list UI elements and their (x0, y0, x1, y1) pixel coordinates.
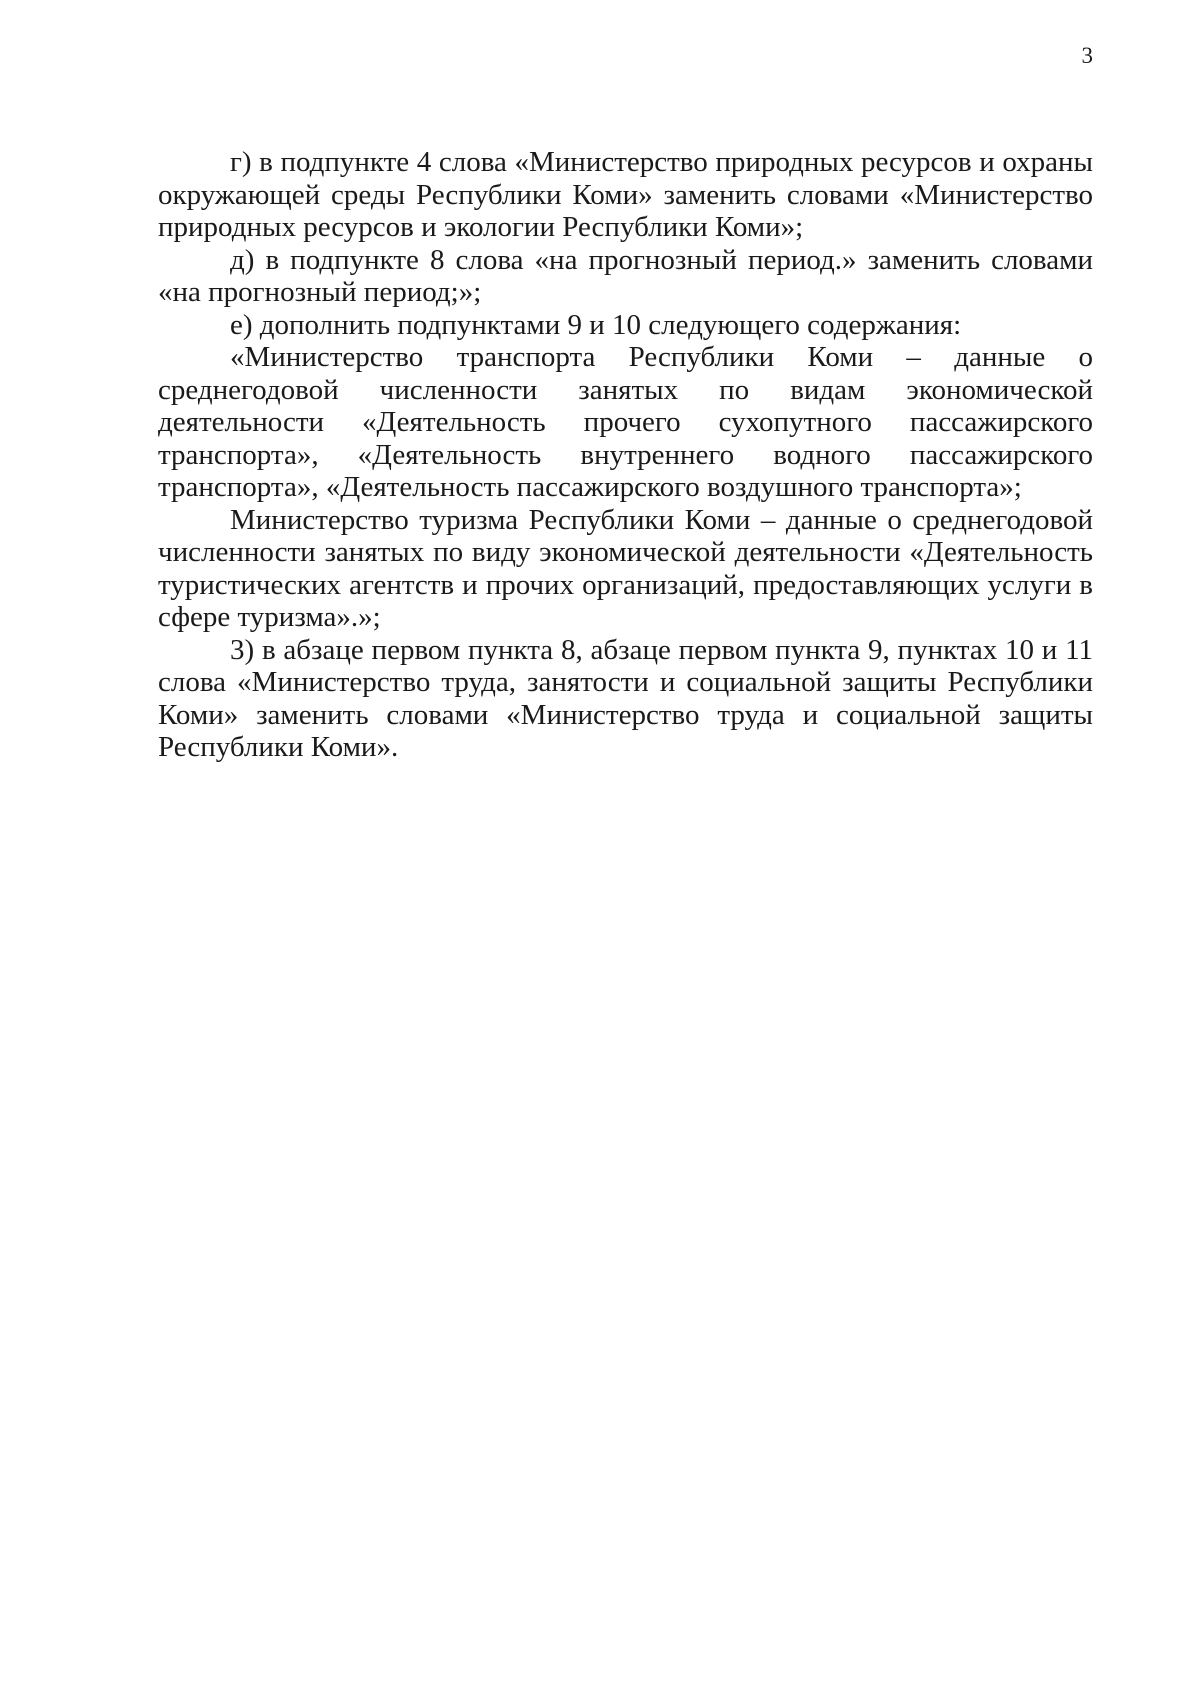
paragraph-item-3: 3) в абзаце первом пункта 8, абзаце первом пункта 9, пунктах 10 и 11 слова «Министерство труда, занятости и социальной защиты Республики Коми» заменить словами «Министерство труда и социальной защиты Республики Коми». (158, 633, 1093, 763)
paragraph-subitem-g: г) в подпункте 4 слова «Министерство природных ресурсов и охраны окружающей среды Республики Коми» заменить словами «Министерство природных ресурсов и экологии Республики Коми»; (158, 146, 1093, 243)
paragraph-ministry-transport: «Министерство транспорта Республики Коми – данные о среднегодовой численности занятых по видам экономической деятельности «Деятельность прочего сухопутного пассажирского транспорта», «Деятельность внутреннего водного пассажирского транспорта», «Деятельность пассажирского воздушного транспорта»; (158, 341, 1093, 503)
paragraph-subitem-e: е) дополнить подпунктами 9 и 10 следующего содержания: (230, 308, 962, 341)
document-body (158, 146, 1093, 764)
paragraph-ministry-tourism: Министерство туризма Республики Коми – данные о среднегодовой численности занятых по виду экономической деятельности «Деятельность туристических агентств и прочих организаций, предоставляющих услуги в сфере туризма».»; (158, 503, 1093, 633)
paragraph-subitem-d: д) в подпункте 8 слова «на прогнозный период.» заменить словами «на прогнозный период;»; (158, 243, 1093, 308)
page-number: 3 (1081, 43, 1093, 68)
